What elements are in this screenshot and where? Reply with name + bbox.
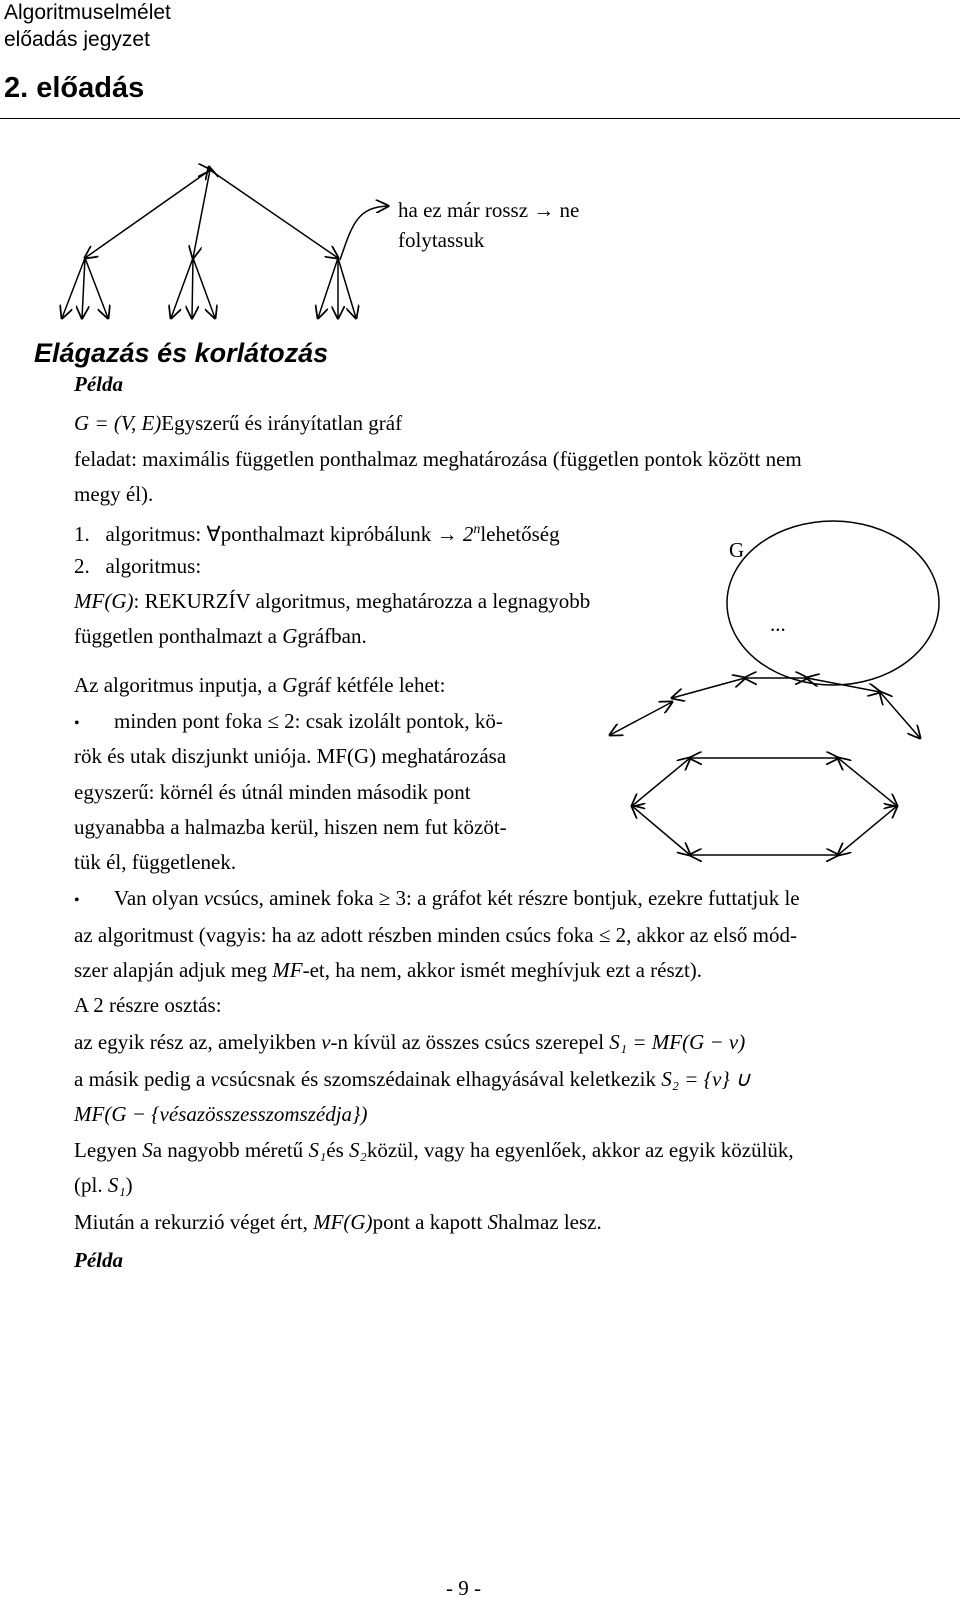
part1-line xyxy=(74,1030,745,1054)
bullet1-line5: tük él, függetlenek. xyxy=(74,850,237,874)
section-title: Elágazás és korlátozás xyxy=(34,338,329,368)
list-number: 2. xyxy=(74,554,90,578)
text: és xyxy=(326,1138,344,1162)
tree-edge xyxy=(209,167,210,171)
math-expr: G xyxy=(282,673,298,697)
tree-note-line1: ha ez már rossz → ne xyxy=(398,198,580,222)
math-expr: MF(G) xyxy=(313,1210,373,1234)
graph-label: G xyxy=(729,538,745,562)
task-line-2: megy él). xyxy=(74,482,154,506)
text: közül, vagy ha egyenlőek, akkor az egyik közülük, xyxy=(366,1138,794,1162)
input-intro xyxy=(74,673,445,697)
tree-edge xyxy=(338,258,356,318)
graph-g-diagram xyxy=(610,521,939,855)
math-expr: MF xyxy=(272,958,303,982)
tree-edge xyxy=(193,258,215,318)
text: (pl. xyxy=(74,1173,103,1197)
text: Miután a rekurzió véget ért, xyxy=(74,1210,308,1234)
after-line xyxy=(74,1210,602,1234)
text: az egyik rész az, amelyikben xyxy=(74,1030,316,1054)
math-expr: v xyxy=(203,886,214,910)
graph-outline xyxy=(727,521,939,685)
tree-note-arrow xyxy=(340,206,388,260)
math-sup: n xyxy=(473,522,481,537)
text: algoritmus: ∀ponthalmazt kipróbálunk → xyxy=(105,522,458,546)
text: Egyszerű és irányítatlan gráf xyxy=(161,411,403,435)
bullet2-line1 xyxy=(114,886,800,910)
task-line-1: feladat: maximális független ponthalmaz meghatározása (független pontok között nem xyxy=(74,447,802,471)
text: csúcs, aminek foka ≥ 3: a gráfot két részre bontjuk, ezekre futtatjuk le xyxy=(213,886,800,910)
math-expr: S₁ = MF(G − v) xyxy=(609,1030,746,1054)
text: a nagyobb méretű xyxy=(152,1138,304,1162)
example-label: Példa xyxy=(74,372,123,396)
text: -et, ha nem, akkor ismét meghívjuk ezt a részt). xyxy=(302,958,703,982)
text: Az algoritmus inputja, a xyxy=(74,673,277,697)
text: ) xyxy=(125,1173,133,1197)
bullet2-line2: az algoritmust (vagyis: ha az adott részben minden csúcs foka ≤ 2, akkor az első mód- xyxy=(74,923,797,947)
cycle-edge xyxy=(838,806,897,855)
text: halmaz lesz. xyxy=(497,1210,602,1234)
part2-line xyxy=(74,1067,750,1091)
part2-line2: MF(G − {vésazösszesszomszédja}) xyxy=(74,1102,368,1126)
math-expr: S xyxy=(142,1138,153,1162)
header-subtitle: előadás jegyzet xyxy=(4,28,150,51)
graph-definition xyxy=(74,411,402,435)
tree-edge xyxy=(171,258,193,318)
example-label-2: Példa xyxy=(74,1248,123,1272)
tree-edge xyxy=(318,258,338,318)
text: szer alapján adjuk meg xyxy=(74,958,267,982)
graph-ellipsis: ... xyxy=(770,612,786,636)
lecture-title: 2. előadás xyxy=(4,72,145,104)
cycle-edge xyxy=(838,758,897,806)
text: független ponthalmazt a xyxy=(74,624,277,648)
path-edge xyxy=(610,702,672,735)
cycle-edge xyxy=(632,758,690,806)
text: algoritmus: xyxy=(105,554,202,578)
math-expr: MF(G) xyxy=(74,589,134,613)
text: gráfban. xyxy=(297,624,367,648)
tree-edge xyxy=(210,170,338,258)
bullet1-line3: egyszerű: körnél és útnál minden második pont xyxy=(74,780,471,804)
bullet1-line4: ugyanabba a halmazba kerül, hiszen nem fut közöt- xyxy=(74,815,507,839)
mf-description-1 xyxy=(74,589,590,613)
text: a másik pedig a xyxy=(74,1067,206,1091)
bullet1-line1: minden pont foka ≤ 2: csak izolált pontok, kö- xyxy=(114,709,503,733)
text: -n kívül az összes csúcs szerepel xyxy=(330,1030,605,1054)
let-line1 xyxy=(74,1138,794,1162)
bullet-marker: • xyxy=(74,892,80,909)
algorithm-2 xyxy=(74,554,201,578)
path-edge xyxy=(672,678,745,698)
text: lehetőség xyxy=(480,522,560,546)
tree-edge xyxy=(193,170,210,258)
bullet1-line2: rök és utak diszjunkt uniója. MF(G) meghatározása xyxy=(74,744,507,768)
tree-edge xyxy=(192,258,193,318)
text: csúcsnak és szomszédainak elhagyásával keletkezik xyxy=(219,1067,656,1091)
math-expr: S xyxy=(487,1210,498,1234)
tree-note-line2: folytassuk xyxy=(398,228,485,252)
text: Van olyan xyxy=(114,886,199,910)
split-title: A 2 részre osztás: xyxy=(74,993,222,1017)
list-number: 1. xyxy=(74,522,90,546)
math-expr: S₂ = {v} ∪ xyxy=(661,1067,751,1091)
math-expr: S₂ xyxy=(349,1138,367,1162)
tree-edge xyxy=(82,258,85,318)
algorithm-1 xyxy=(74,518,560,546)
header-title: Algoritmuselmélet xyxy=(4,1,171,24)
math-expr: v xyxy=(210,1067,220,1091)
math-expr: S₁ xyxy=(107,1173,126,1197)
math-expr: G xyxy=(282,624,298,648)
text: gráf kétféle lehet: xyxy=(297,673,446,697)
text: pont a kapott xyxy=(372,1210,483,1234)
path-edge xyxy=(880,692,920,738)
bullet-marker: • xyxy=(74,715,80,732)
text: : REKURZÍV algoritmus, meghatározza a legnagyobb xyxy=(133,589,591,613)
math-expr: 2 xyxy=(462,522,474,546)
cycle-edge xyxy=(632,806,690,855)
math-expr: S₁ xyxy=(308,1138,327,1162)
tree-edge xyxy=(85,258,108,318)
tree-edge xyxy=(62,258,85,318)
text: Legyen xyxy=(74,1138,137,1162)
bullet2-line3 xyxy=(74,958,702,982)
search-tree-diagram xyxy=(62,167,388,318)
tree-edge xyxy=(85,170,210,258)
let-line2 xyxy=(74,1173,133,1197)
math-expr: G = (V, E) xyxy=(74,411,162,435)
page-number: - 9 - xyxy=(446,1576,481,1600)
mf-description-2 xyxy=(74,624,367,648)
math-expr: v xyxy=(321,1030,331,1054)
